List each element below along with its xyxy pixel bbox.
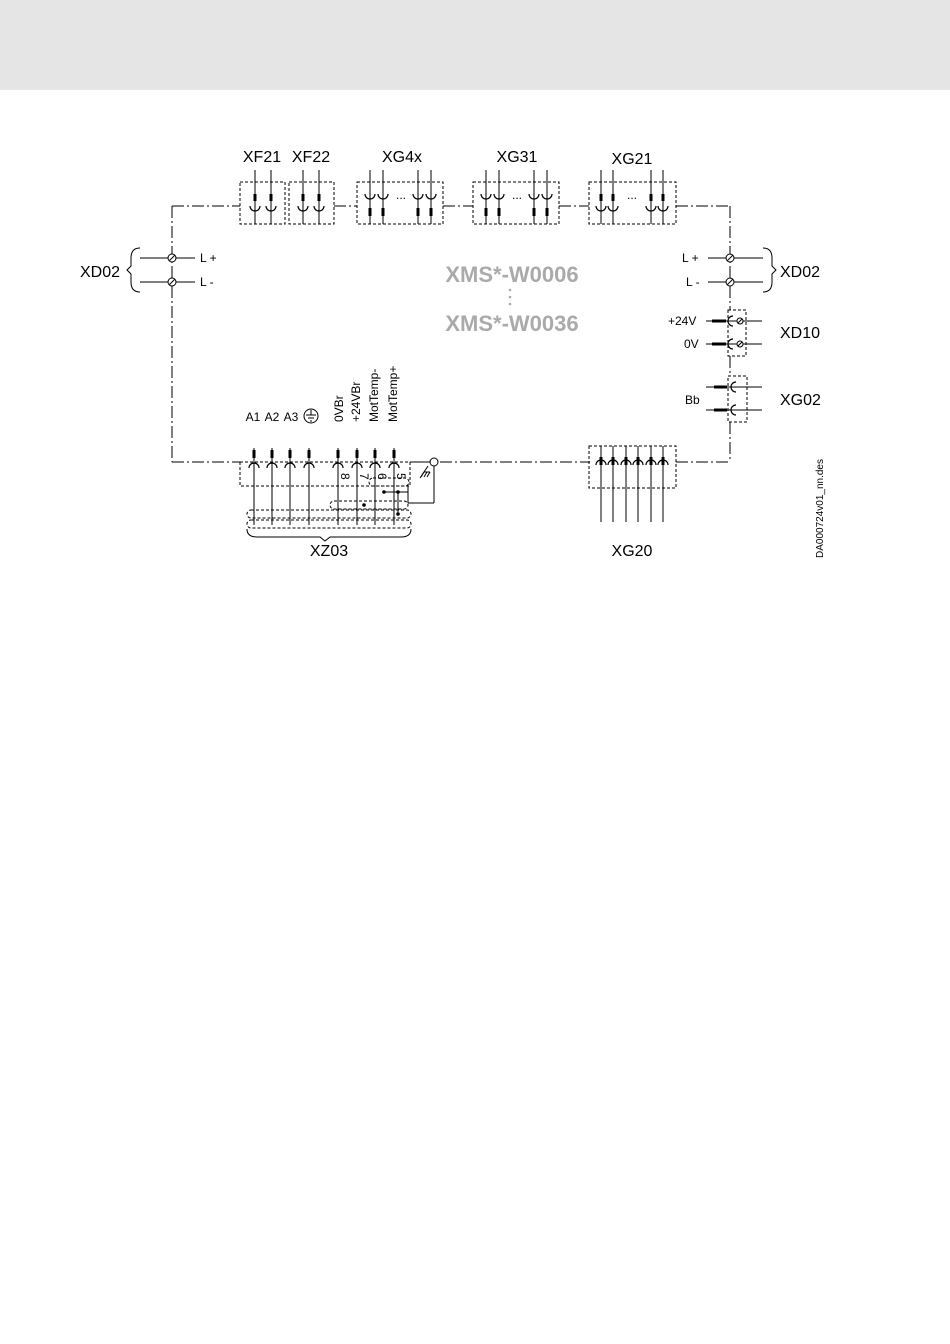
connector-xz03-label: XZ03: [309, 543, 349, 560]
xd10-0v: 0V: [684, 337, 699, 351]
connector-xf22: [289, 149, 334, 224]
ground-symbol-icon: [304, 409, 318, 423]
connector-xg21-label: XG21: [611, 151, 653, 168]
xz03-pin-number-6: 6: [375, 473, 389, 480]
xz03-signal-mottemp-minus: MotTemp-: [367, 368, 381, 422]
connector-xd02-left-label: XD02: [80, 264, 121, 281]
device-title-line-1: XMS*-W0006: [445, 262, 579, 287]
xd02-right-l-minus: L -: [686, 275, 700, 289]
connector-xd10: [668, 310, 820, 356]
connector-xf21-label: XF21: [242, 149, 282, 166]
connector-xg21: [589, 151, 676, 224]
connector-xg20-label: XG20: [611, 543, 653, 560]
connector-xg31-label: XG31: [496, 149, 538, 166]
xd10-p24v: +24V: [668, 314, 697, 328]
xz03-pin-a1: A1: [245, 410, 261, 424]
document-id: DA000724v01_nn.des: [815, 459, 826, 558]
connector-xf21: [240, 149, 285, 224]
svg-text:...: ...: [395, 188, 407, 202]
xz03-pin-a2: A2: [264, 410, 280, 424]
xz03-signal-0vbr: 0VBr: [332, 395, 346, 422]
xz03-pin-number-7: 7: [357, 473, 371, 480]
svg-text:...: ...: [511, 188, 523, 202]
device-title-line-2: XMS*-W0036: [445, 311, 579, 336]
connector-xg02: [685, 376, 821, 422]
connector-xg4x-label: XG4x: [381, 149, 423, 166]
connector-xd10-label: XD10: [780, 325, 821, 342]
connector-xd02-right: [682, 248, 820, 292]
connector-xd02-left: [80, 248, 217, 292]
svg-text:...: ...: [626, 188, 638, 202]
connector-xf22-label: XF22: [291, 149, 331, 166]
connector-xg02-label: XG02: [780, 392, 821, 409]
xz03-pin-number-5: 5: [394, 473, 408, 480]
connector-xd02-right-label: XD02: [780, 264, 821, 281]
connector-xz03: [240, 366, 438, 560]
connector-xg4x: [357, 149, 443, 224]
xz03-pin-number-8: 8: [338, 473, 352, 480]
xd02-left-l-minus: L -: [200, 275, 214, 289]
xd02-left-l-plus: L +: [200, 251, 217, 265]
device-title: [445, 262, 578, 336]
connector-xg20: [589, 446, 676, 560]
connector-xg31: [473, 149, 559, 224]
xd02-right-l-plus: L +: [682, 251, 699, 265]
xz03-signal-24vbr: +24VBr: [349, 381, 363, 422]
xz03-pin-a3: A3: [283, 410, 299, 424]
xz03-signal-mottemp-plus: MotTemp+: [386, 365, 400, 422]
xg02-bb: Bb: [685, 393, 700, 407]
